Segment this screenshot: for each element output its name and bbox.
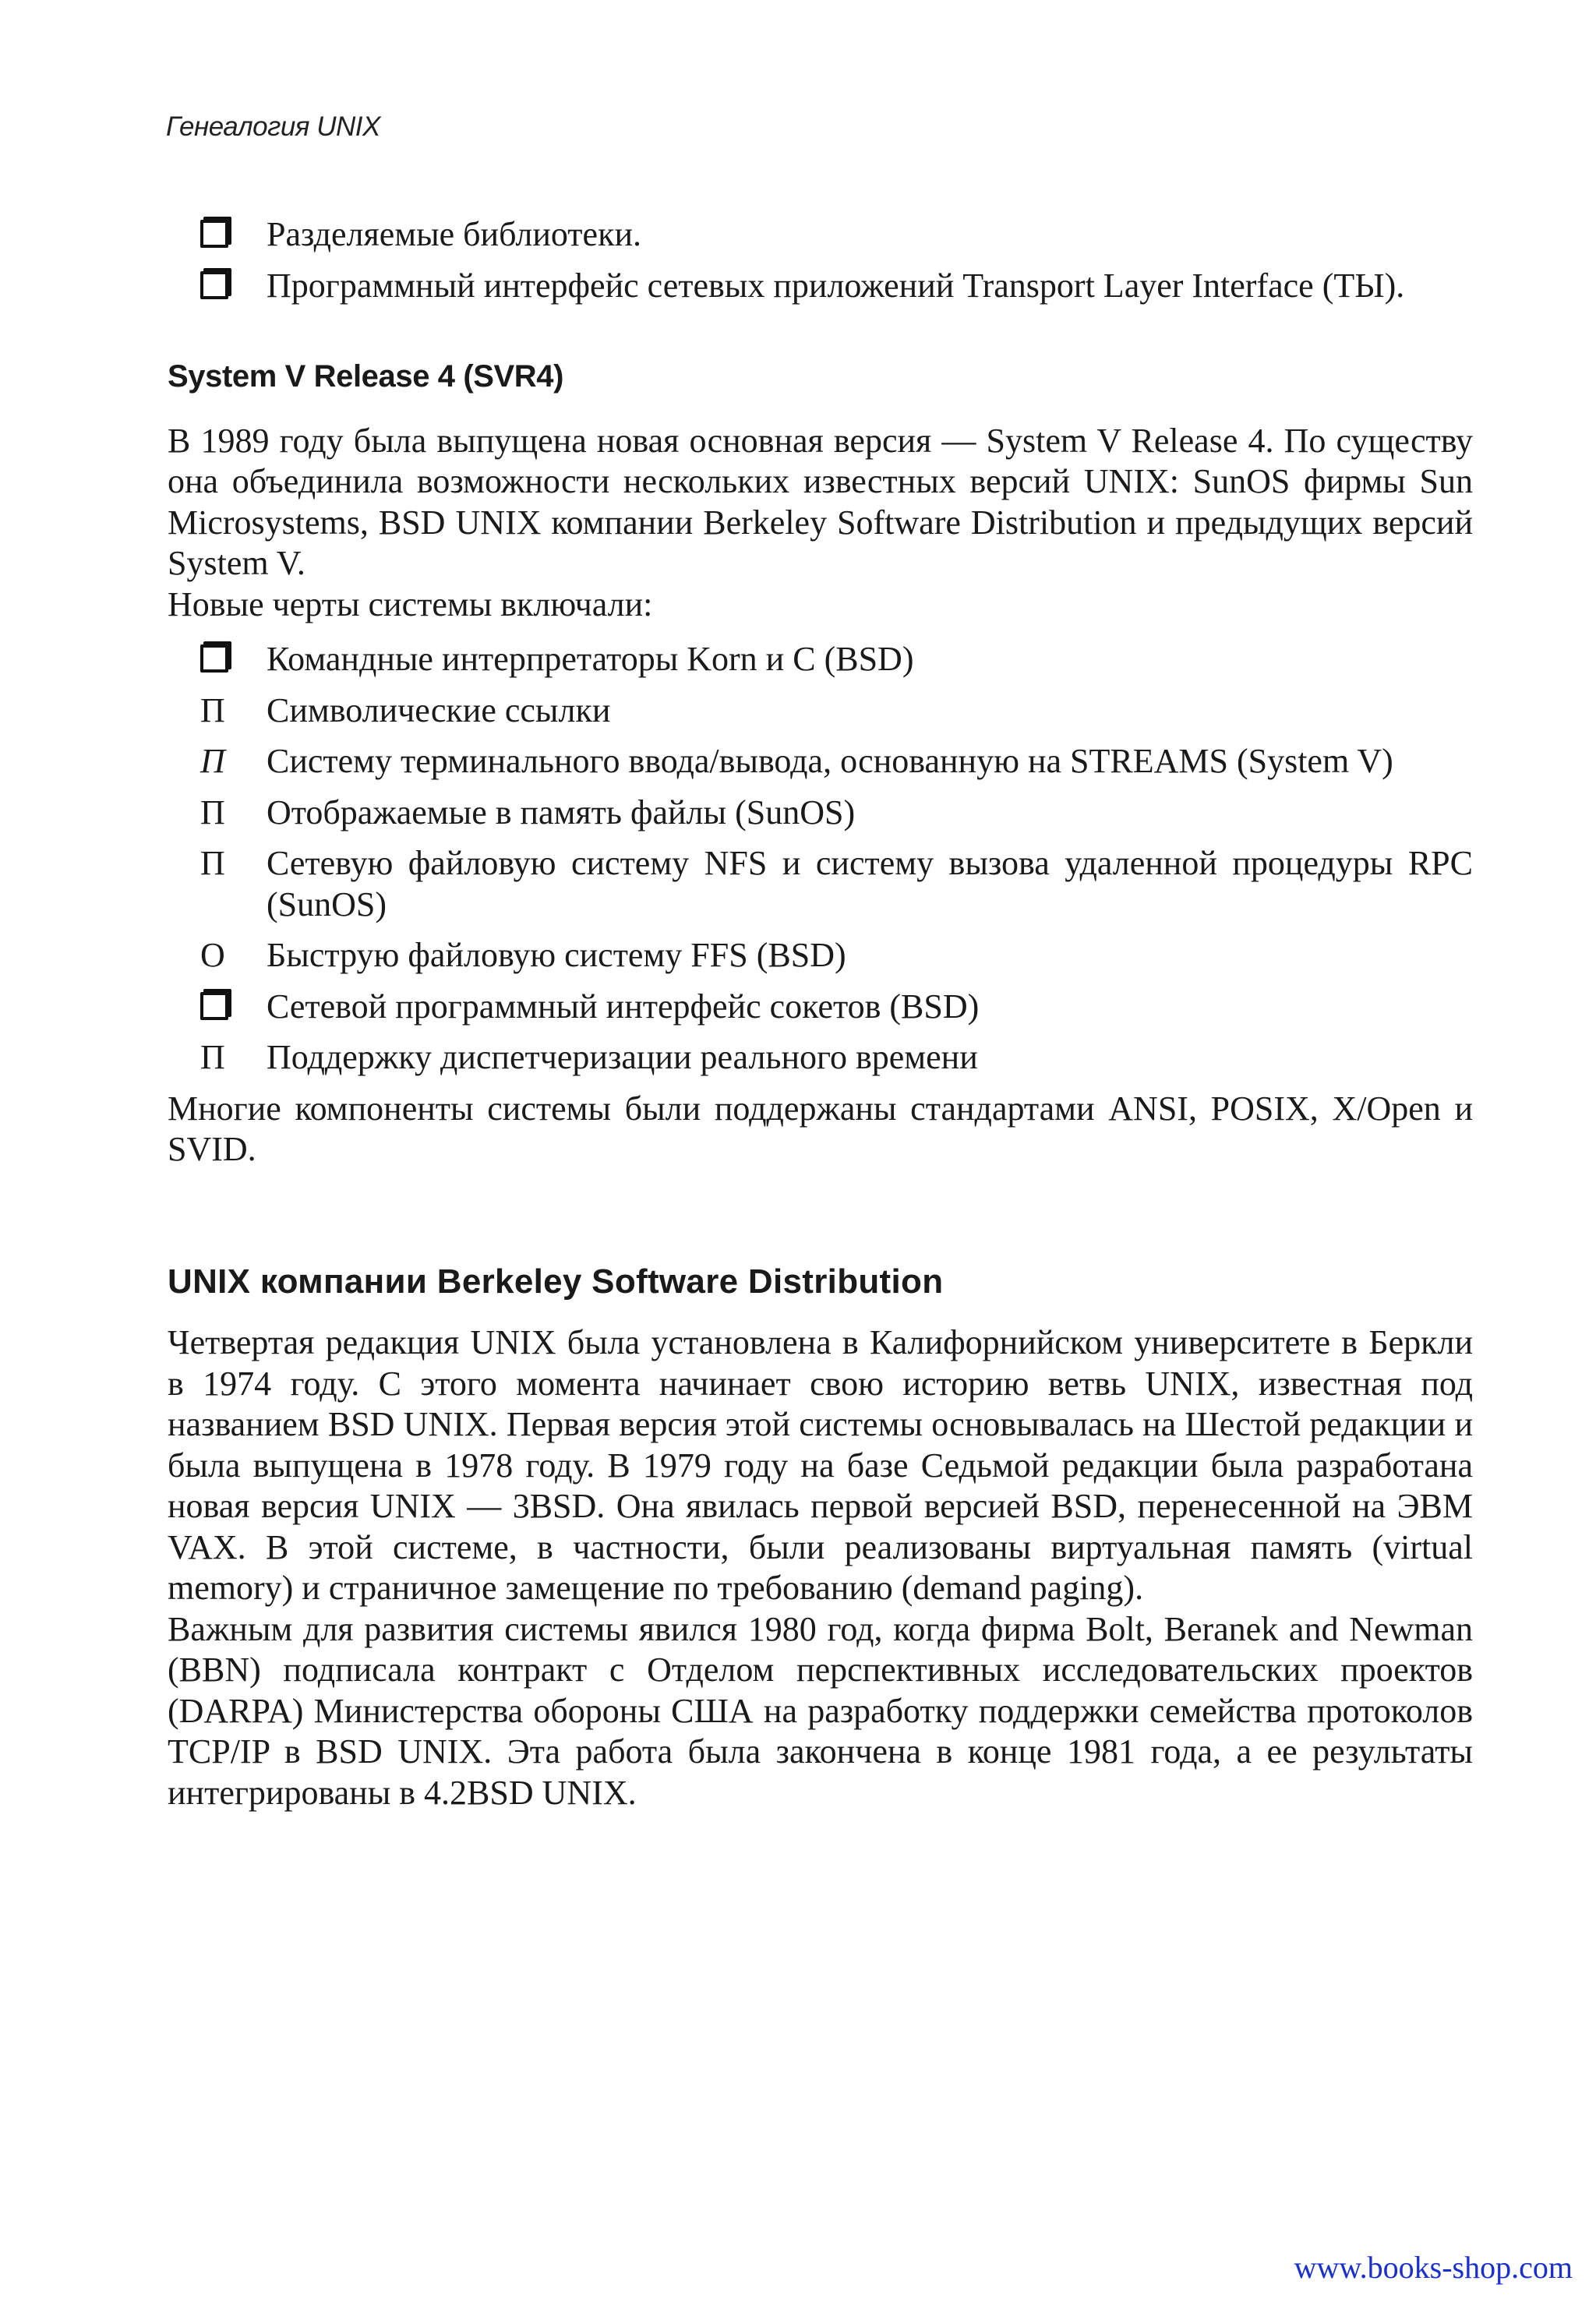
bullet-glyph bbox=[200, 935, 247, 976]
list-item bbox=[168, 741, 1473, 782]
bullet-glyph-text: П bbox=[200, 793, 225, 831]
list-item bbox=[168, 987, 1473, 1028]
section-heading-svr4: System V Release 4 (SVR4) bbox=[168, 359, 564, 394]
list-item bbox=[168, 214, 1473, 256]
bullet-glyph-text: П bbox=[200, 1038, 225, 1076]
bullet-glyph bbox=[200, 793, 247, 834]
bullet-glyph bbox=[200, 843, 247, 884]
list-item-text: Программный интерфейс сетевых приложений Transport Layer Interface (ТЫ). bbox=[267, 266, 1405, 305]
bullet-glyph-text: П bbox=[200, 690, 225, 729]
page-content bbox=[168, 214, 1473, 1813]
bullet-glyph-text: П bbox=[200, 844, 225, 882]
section-heading-bsd: UNIX компании Berkeley Software Distribution bbox=[168, 1262, 944, 1301]
bsd-paragraph-history: Четвертая редакция UNIX была установлена в Калифорнийском университете в Беркли в 1974 году. С этого момента начинает свою историю ветвь UNIX, известная под названием BSD UNIX. Первая версия этой системы основывалась на Шестой редакции и была выпущена в 1978 году. В 1979 году на базе Седьмой редакции была разработана новая версия UNIX — 3BSD. Она явилась первой версией BSD, перенесенной на ЭВМ VAX. В этой системе, в частности, были реализованы виртуальная память (virtual memory) и страничное замещение по требованию (demand paging). bbox=[168, 1323, 1473, 1607]
footer-website-link[interactable]: www.books-shop.com bbox=[1294, 2250, 1573, 2285]
checkbox-bullet-icon bbox=[200, 987, 247, 1028]
list-item-text: Сетевую файловую систему NFS и систему вызова удаленной процедуры RPC (SunOS) bbox=[267, 844, 1473, 923]
list-item-text: Сетевой программный интерфейс сокетов (BSD) bbox=[267, 987, 980, 1026]
checkbox-bullet-icon-shape bbox=[200, 644, 228, 673]
list-item-text: Быструю файловую систему FFS (BSD) bbox=[267, 936, 846, 974]
list-item bbox=[168, 690, 1473, 732]
bullet-glyph bbox=[200, 1037, 247, 1079]
list-item bbox=[168, 843, 1473, 925]
list-item-text: Символические ссылки bbox=[267, 690, 611, 729]
list-item-text: Поддержку диспетчеризации реального времени bbox=[267, 1038, 978, 1076]
checkbox-bullet-icon bbox=[200, 214, 247, 256]
svr4-paragraph-intro: В 1989 году была выпущена новая основная версия — System V Release 4. По существу она объединила возможности нескольких известных версий UNIX: SunOS фирмы Sun Microsystems, BSD UNIX компании Berkeley Software Distribution и предыдущих версий System V. bbox=[168, 421, 1473, 582]
svr4-paragraph-features-lead: Новые черты системы включали: bbox=[168, 584, 653, 623]
bullet-glyph bbox=[200, 741, 247, 782]
list-item-text: Командные интерпретаторы Korn и С (BSD) bbox=[267, 640, 914, 678]
running-head: Генеалогия UNIX bbox=[166, 111, 380, 142]
list-item bbox=[168, 266, 1473, 307]
bsd-paragraph-darpa: Важным для развития системы явился 1980 год, когда фирма Bolt, Beranek and Newman (BBN) подписала контракт с Отделом перспективных исследовательских проектов (DARPA) Министерства обороны США на разработку поддержки семейства протоколов TCP/IP в BSD UNIX. Эта работа была закончена в конце 1981 года, а ее результаты интегрированы в 4.2BSD UNIX. bbox=[168, 1609, 1473, 1812]
checkbox-bullet-icon bbox=[200, 639, 247, 680]
list-item-text: Разделяемые библиотеки. bbox=[267, 215, 641, 253]
list-item bbox=[168, 1037, 1473, 1079]
bullet-glyph-text: П bbox=[200, 742, 225, 780]
list-item bbox=[168, 639, 1473, 680]
list-item-text: Отображаемые в память файлы (SunOS) bbox=[267, 793, 856, 831]
checkbox-bullet-icon bbox=[200, 266, 247, 307]
list-item bbox=[168, 793, 1473, 834]
checkbox-bullet-icon-shape bbox=[200, 992, 228, 1020]
svr4-feature-list bbox=[168, 639, 1473, 1079]
checkbox-bullet-icon-shape bbox=[200, 220, 228, 248]
list-item bbox=[168, 935, 1473, 976]
bullet-glyph-text: О bbox=[200, 936, 225, 974]
list-item-text: Систему терминального ввода/вывода, основанную на STREAMS (System V) bbox=[267, 742, 1393, 780]
svr4-paragraph-standards: Многие компоненты системы были поддержаны стандартами ANSI, POSIX, X/Open и SVID. bbox=[168, 1089, 1473, 1168]
bullet-glyph bbox=[200, 690, 247, 732]
top-bullet-list bbox=[168, 214, 1473, 306]
checkbox-bullet-icon-shape bbox=[200, 271, 228, 299]
